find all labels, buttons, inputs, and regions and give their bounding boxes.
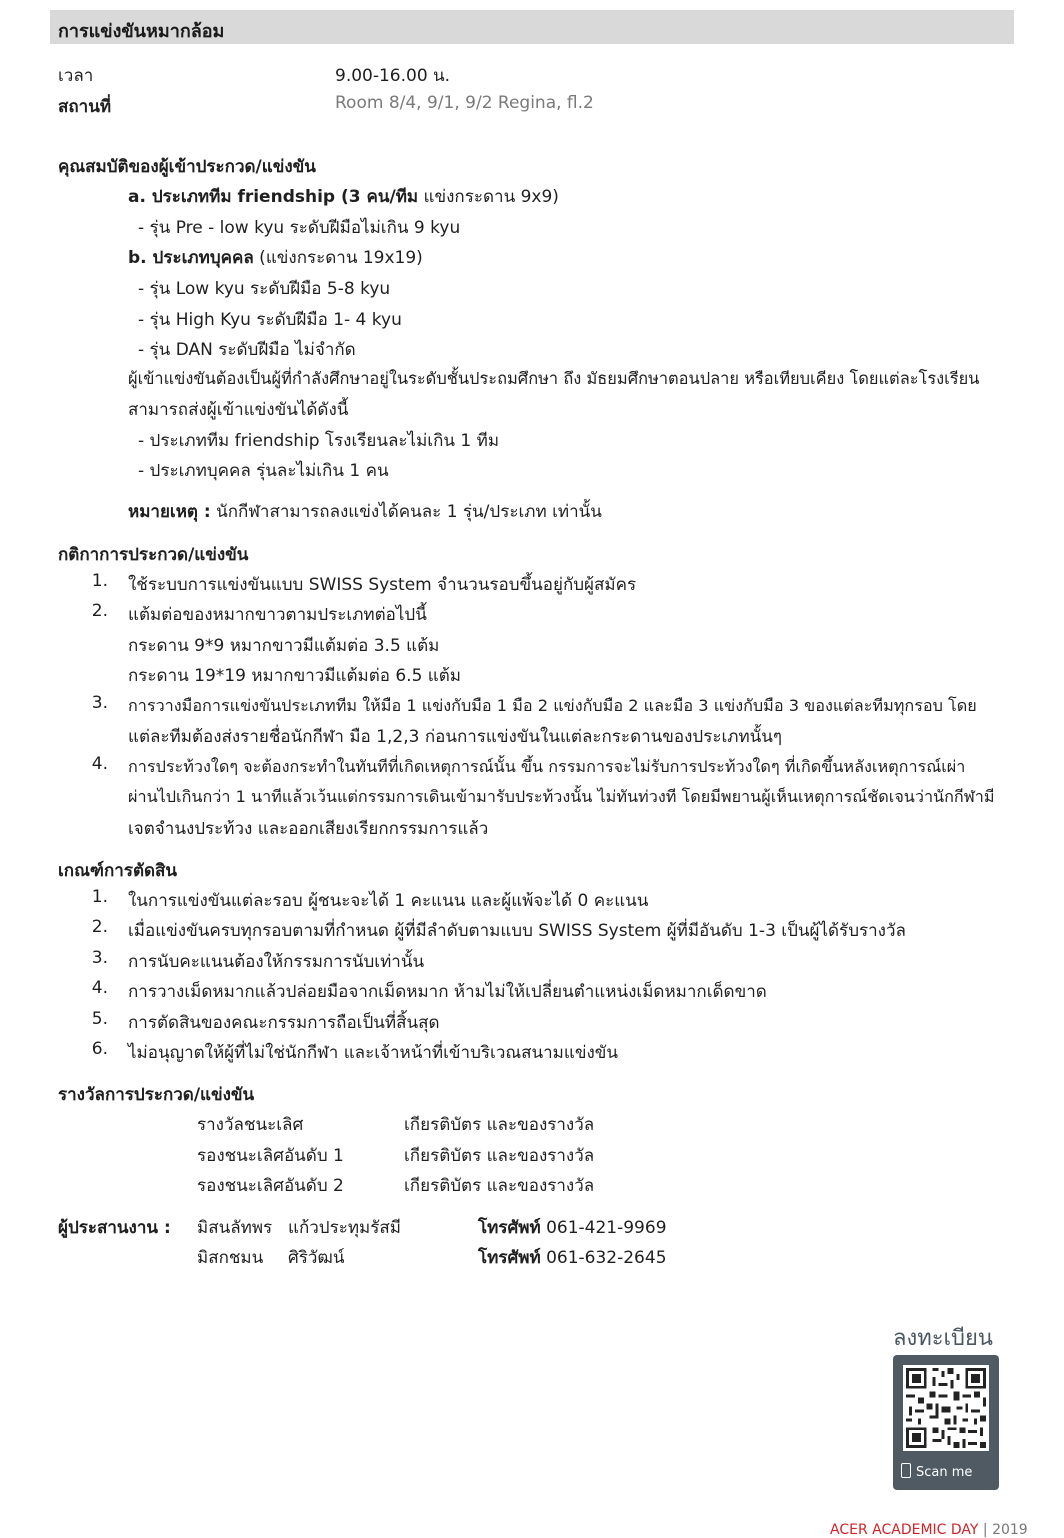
rule-number: 3.	[91, 693, 108, 713]
individual-division-item: - รุ่น Low kyu ระดับฝีมือ 5-8 kyu	[138, 279, 391, 299]
rule-line: แต้มต่อของหมากขาวตามประเภทต่อไปนี้	[128, 605, 427, 625]
individual-division-item: - รุ่น DAN ระดับฝีมือ ไม่จำกัด	[138, 340, 356, 360]
award-place: รองชนะเลิศอันดับ 2	[197, 1176, 344, 1196]
judging-number: 1.	[91, 887, 108, 907]
qualifications-heading: คุณสมบัติของผู้เข้าประกวด/แข่งขัน	[58, 157, 316, 177]
team-category-suffix: แข่งกระดาน 9x9)	[418, 187, 559, 207]
brand-name: ACER ACADEMIC DAY	[830, 1522, 979, 1538]
section-title: การแข่งขันหมากล้อม	[58, 21, 225, 42]
coordinator-first-name: มิสนลัทพร	[197, 1218, 273, 1238]
rule-number: 1.	[91, 571, 108, 591]
scan-me-label	[901, 1463, 972, 1480]
judging-number: 4.	[91, 978, 108, 998]
award-prize: เกียรติบัตร และของรางวัล	[404, 1146, 595, 1166]
coordinator-last-name: ศิริวัฒน์	[288, 1248, 345, 1268]
eligibility-paragraph-line: สามารถส่งผู้เข้าแข่งขันได้ดังนี้	[128, 400, 349, 420]
judging-heading: เกณฑ์การตัดสิน	[58, 861, 178, 881]
qr-code-card[interactable]	[893, 1355, 999, 1490]
phone-label: โทรศัพท์	[478, 1218, 541, 1238]
phone-label: โทรศัพท์	[478, 1248, 541, 1268]
judging-number: 3.	[91, 948, 108, 968]
time-label: เวลา	[58, 66, 94, 86]
team-category-title: a. ประเภททีม friendship (3 คน/ทีม	[128, 187, 419, 207]
judging-item: ในการแข่งขันแต่ละรอบ ผู้ชนะจะได้ 1 คะแนน และผู้แพ้จะได้ 0 คะแนน	[128, 891, 649, 911]
individual-division-item: - รุ่น High Kyu ระดับฝีมือ 1- 4 kyu	[138, 310, 402, 330]
venue-label: สถานที่	[58, 97, 112, 117]
qr-code-icon[interactable]	[903, 1365, 989, 1451]
judging-number: 2.	[91, 917, 108, 937]
individual-category-title: b. ประเภทบุคคล	[128, 248, 254, 268]
coordinator-phone	[478, 1244, 667, 1271]
coordinator-first-name: มิสกชมน	[197, 1248, 264, 1268]
rule-number: 4.	[91, 754, 108, 774]
judging-item: เมื่อแข่งขันครบทุกรอบตามที่กำหนด ผู้ที่มีลำดับตามแบบ SWISS System ผู้ที่มีอันดับ 1-3 เป็นผู้ได้รับรางวัล	[128, 921, 906, 941]
judging-number: 6.	[91, 1039, 108, 1059]
rule-line: กระดาน 19*19 หมากขาวมีแต้มต่อ 6.5 แต้ม	[128, 666, 462, 686]
coordinator-last-name: แก้วประทุมรัสมี	[288, 1218, 401, 1238]
award-prize: เกียรติบัตร และของรางวัล	[404, 1176, 595, 1196]
note	[128, 498, 602, 525]
coordinator-label: ผู้ประสานงาน :	[58, 1218, 171, 1238]
team-division-item: - รุ่น Pre - low kyu ระดับฝีมือไม่เกิน 9 kyu	[138, 218, 461, 238]
note-label: หมายเหตุ :	[128, 502, 211, 522]
brand-separator: |	[978, 1522, 993, 1538]
award-prize: เกียรติบัตร และของรางวัล	[404, 1115, 595, 1135]
rule-line: ผ่านไปเกินกว่า 1 นาทีแล้วเว้นแต่กรรมการเดินเข้ามารับประท้วงนั้น ไม่ทันท่วงที โดยมีพยานผู้เห็นเหตุการณ์ชัดเจนว่านักกีฬามี	[128, 787, 995, 806]
judging-number: 5.	[91, 1009, 108, 1029]
time-value: 9.00-16.00 น.	[335, 66, 451, 86]
team-category	[128, 183, 559, 210]
coordinator-phone	[478, 1214, 667, 1241]
rule-line: การวางมือการแข่งขันประเภททีม ให้มือ 1 แข่งกับมือ 1 มือ 2 แข่งกับมือ 2 และมือ 3 แข่งกับมือ 3 ของแต่ละทีมทุกรอบ โดย	[128, 696, 977, 715]
judging-item: การตัดสินของคณะกรรมการถือเป็นที่สิ้นสุด	[128, 1013, 440, 1033]
individual-category-suffix: (แข่งกระดาน 19x19)	[253, 248, 423, 268]
phone-number: 061-421-9969	[540, 1218, 667, 1238]
judging-item: การวางเม็ดหมากแล้วปล่อยมือจากเม็ดหมาก ห้ามไม่ให้เปลี่ยนตำแหน่งเม็ดหมากเด็ดขาด	[128, 982, 767, 1002]
footer-brand	[830, 1522, 1028, 1538]
judging-item: การนับคะแนนต้องให้กรรมการนับเท่านั้น	[128, 952, 425, 972]
registration-title: ลงทะเบียน	[893, 1326, 993, 1351]
individual-category	[128, 244, 423, 271]
rule-line: เจตจำนงประท้วง และออกเสียงเรียกกรรมการแล้ว	[128, 819, 489, 839]
eligibility-paragraph-line: ผู้เข้าแข่งขันต้องเป็นผู้ที่กำลังศึกษาอยู่ในระดับชั้นประถมศึกษา ถึง มัธยมศึกษาตอนปลาย หรือเทียบเคียง โดยแต่ละโรงเรียน	[128, 369, 980, 388]
venue-value: Room 8/4, 9/1, 9/2 Regina, fl.2	[335, 93, 594, 113]
scan-me-text: Scan me	[916, 1465, 973, 1480]
judging-item: ไม่อนุญาตให้ผู้ที่ไม่ใช่นักกีฬา และเจ้าหน้าที่เข้าบริเวณสนามแข่งขัน	[128, 1043, 619, 1063]
awards-heading: รางวัลการประกวด/แข่งขัน	[58, 1085, 255, 1105]
phone-icon	[901, 1463, 911, 1478]
brand-year: 2019	[992, 1522, 1028, 1538]
rule-line: การประท้วงใดๆ จะต้องกระทำในทันทีที่เกิดเหตุการณ์นั้น ขึ้น กรรมการจะไม่รับการประท้วงใดๆ ที่เกิดขึ้นหลังเหตุการณ์เผ่า	[128, 757, 966, 776]
note-text: นักกีฬาสามารถลงแข่งได้คนละ 1 รุ่น/ประเภท เท่านั้น	[210, 502, 602, 522]
award-place: รางวัลชนะเลิศ	[197, 1115, 304, 1135]
rule-line: แต่ละทีมต้องส่งรายชื่อนักกีฬา มือ 1,2,3 ก่อนการแข่งขันในแต่ละกระดานของประเภทนั้นๆ	[128, 727, 783, 747]
phone-number: 061-632-2645	[540, 1248, 667, 1268]
quota-item: - ประเภททีม friendship โรงเรียนละไม่เกิน 1 ทีม	[138, 431, 500, 451]
rule-number: 2.	[91, 601, 108, 621]
rule-line: กระดาน 9*9 หมากขาวมีแต้มต่อ 3.5 แต้ม	[128, 636, 440, 656]
section-title-bar	[50, 10, 1014, 44]
rules-heading: กติกาการประกวด/แข่งขัน	[58, 545, 249, 565]
award-place: รองชนะเลิศอันดับ 1	[197, 1146, 344, 1166]
quota-item: - ประเภทบุคคล รุ่นละไม่เกิน 1 คน	[138, 461, 389, 481]
rule-line: ใช้ระบบการแข่งขันแบบ SWISS System จำนวนรอบขึ้นอยู่กับผู้สมัคร	[128, 575, 637, 595]
